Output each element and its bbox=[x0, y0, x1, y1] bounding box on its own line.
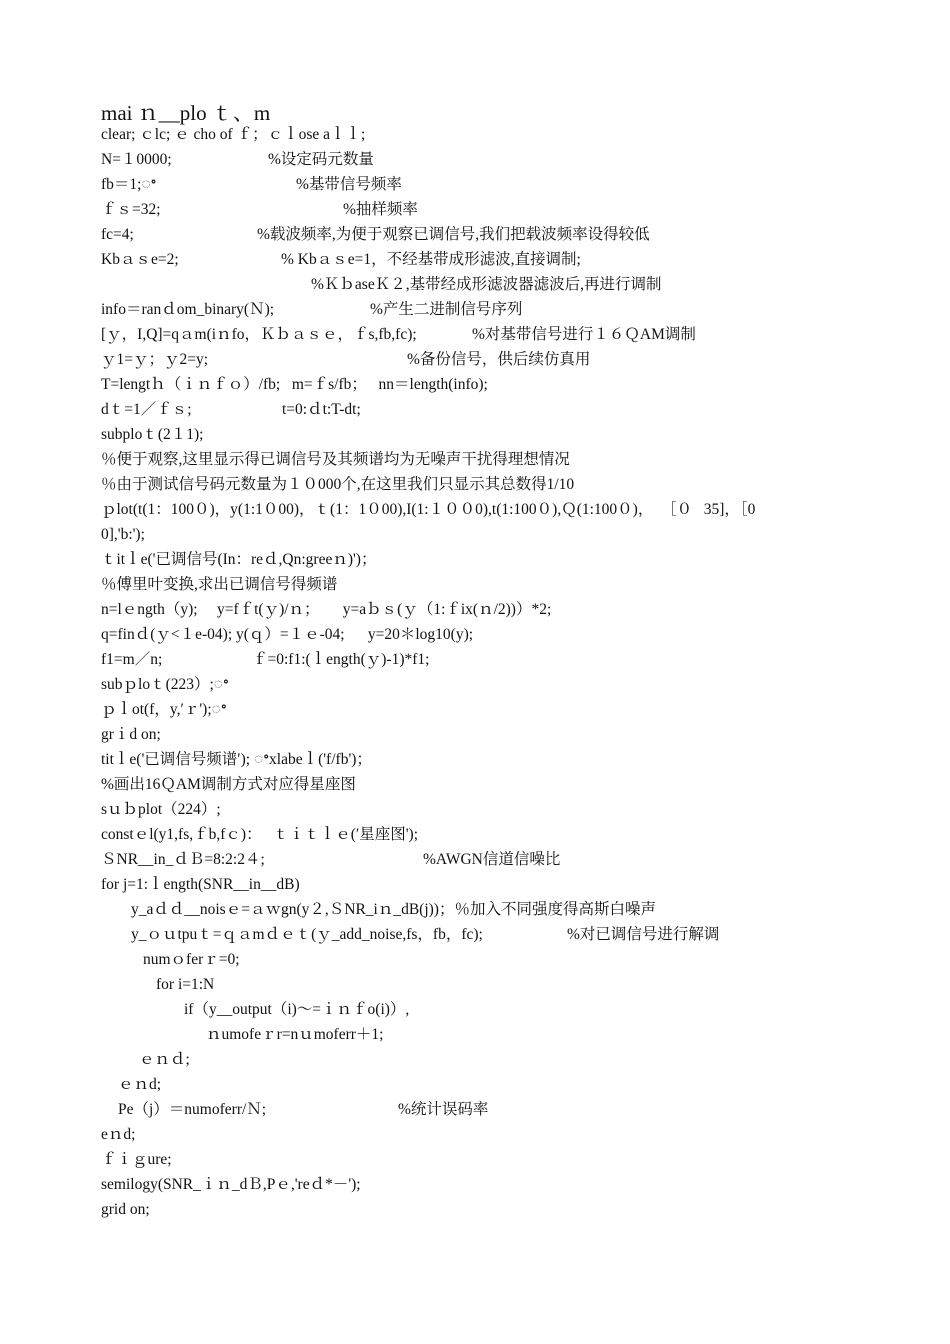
code-text: ｆｓ=32; bbox=[101, 201, 161, 218]
code-line bbox=[0, 647, 950, 672]
code-text: N=１0000; bbox=[101, 151, 172, 168]
code-text: ％傅里叶变换,求出已调信号得频谱 bbox=[101, 576, 338, 593]
code-comment: %载波频率,为便于观察已调信号,我们把载波频率设得较低 bbox=[257, 226, 650, 243]
code-line bbox=[0, 522, 950, 547]
code-comment: % Kbａｓe=1，不经基带成形滤波,直接调制; bbox=[281, 251, 581, 268]
code-text: clear; ｃlc; ｅ cho of ｆ；ｃｌose aｌｌ; bbox=[101, 126, 366, 143]
code-comment: %产生二进制信号序列 bbox=[370, 301, 523, 318]
code-line bbox=[0, 372, 950, 397]
document-title: mai ｎ__plo ｔ、m bbox=[101, 101, 271, 125]
code-text: numｏferｒ=0; bbox=[143, 951, 240, 968]
code-line bbox=[0, 547, 950, 572]
code-text: eｎd; bbox=[101, 1126, 136, 1143]
code-text: ｐｌot(f，y,′ｒ');ꢀ bbox=[101, 701, 227, 718]
code-line bbox=[0, 322, 950, 347]
code-text: grid on; bbox=[101, 1201, 150, 1218]
code-line bbox=[0, 572, 950, 597]
code-line bbox=[0, 1072, 950, 1097]
code-text: for j=1:ｌength(SNR__in__dB) bbox=[101, 876, 300, 893]
code-text: Kbａｓe=2; bbox=[101, 251, 179, 268]
code-text: q=finｄ(ｙ<１e-04); y(ｑ）=１ｅ-04; y=20＊log10(y); bbox=[101, 626, 474, 643]
code-line bbox=[0, 172, 950, 197]
code-line bbox=[0, 947, 950, 972]
code-text: ＳNR__in_ｄＢ=8:2:2４; bbox=[101, 851, 265, 868]
code-text: titｌe('已调信号频谱′); ꢀxlabeｌ('f/fb')； bbox=[101, 751, 372, 768]
code-text: %画出16ＱAM调制方式对应得星座图 bbox=[101, 776, 356, 793]
code-text: ｅｎd; bbox=[118, 1076, 162, 1093]
code-text: f1=m／n; bbox=[101, 651, 163, 668]
code-text: ｙ1=ｙ；ｙ2=y; bbox=[101, 351, 209, 368]
code-line bbox=[0, 197, 950, 222]
code-text: Pe（j）＝numoferr/Ｎ; bbox=[118, 1101, 267, 1118]
code-comment: %设定码元数量 bbox=[268, 151, 374, 168]
code-line bbox=[0, 772, 950, 797]
code-comment: ｆ=0:f1:(ｌength(ｙ)-1)*f1; bbox=[252, 651, 430, 668]
code-comment: %对基带信号进行１６ＱAM调制 bbox=[472, 326, 696, 343]
code-text: grｉd on; bbox=[101, 726, 161, 743]
code-text: y_aｄｄ__noisｅ=ａｗgn(y２,ＳNR_iｎ_dB(j))；％加入不同强度得高斯白噪声 bbox=[131, 901, 656, 918]
code-comment: %基带信号频率 bbox=[296, 176, 402, 193]
code-line bbox=[0, 247, 950, 272]
code-text: y_ｏｕtpuｔ=ｑａmｄｅｔ(ｙ_add_noise,fs，fb，fc); bbox=[131, 926, 483, 943]
code-line bbox=[0, 597, 950, 622]
code-text: info＝ranｄom_binary(Ｎ); bbox=[101, 301, 275, 318]
code-text: ｔitｌe('已调信号(In：reｄ,Qn:greeｎ)')； bbox=[101, 551, 377, 568]
code-text: ｎumofeｒr=nｕmoferr＋1; bbox=[206, 1026, 384, 1043]
code-line bbox=[0, 922, 950, 947]
code-line bbox=[0, 822, 950, 847]
code-comment: t=0:ｄt:T-dt; bbox=[282, 401, 361, 418]
code-comment: %统计误码率 bbox=[398, 1101, 489, 1118]
code-line bbox=[0, 1147, 950, 1172]
code-line bbox=[0, 872, 950, 897]
code-line bbox=[0, 997, 950, 1022]
code-text: sｕｂplot（224）; bbox=[101, 801, 221, 818]
code-line bbox=[0, 347, 950, 372]
code-line bbox=[0, 272, 950, 297]
code-comment: %对已调信号进行解调 bbox=[567, 926, 720, 943]
code-line bbox=[0, 747, 950, 772]
code-text: 0],'b:'); bbox=[101, 526, 145, 543]
code-text: n=lｅngth（y); y=fｆt(ｙ)/ｎ； y=aｂｓ(ｙ（1:ｆix(ｎ/2))）*2; bbox=[101, 601, 552, 618]
code-line bbox=[0, 622, 950, 647]
code-text: for i=1:N bbox=[156, 976, 215, 993]
code-comment: %ＫｂaseＫ２,基带经成形滤波器滤波后,再进行调制 bbox=[311, 276, 662, 293]
code-line bbox=[0, 397, 950, 422]
code-text: subｐloｔ(223）;ꢀ bbox=[101, 676, 229, 693]
code-line bbox=[0, 1097, 950, 1122]
code-line bbox=[0, 122, 950, 147]
code-line bbox=[0, 147, 950, 172]
code-line bbox=[0, 422, 950, 447]
code-text: fb＝1;ꢀ bbox=[101, 176, 157, 193]
code-line bbox=[0, 222, 950, 247]
code-text: semilogy(SNR_ｉｎ_dＢ,Pｅ,'reｄ*－'); bbox=[101, 1176, 361, 1193]
code-line bbox=[0, 472, 950, 497]
code-text: ｅｎｄ; bbox=[139, 1051, 190, 1068]
code-line bbox=[0, 1122, 950, 1147]
code-line bbox=[0, 497, 950, 522]
code-comment: %备份信号，供后续仿真用 bbox=[407, 351, 591, 368]
code-line bbox=[0, 722, 950, 747]
code-line bbox=[0, 672, 950, 697]
code-text: dｔ=1／ｆｓ; bbox=[101, 401, 192, 418]
code-text: if（y__output（i)～=ｉｎｆo(i)）, bbox=[184, 1001, 410, 1018]
code-text: ｆｉｇure; bbox=[101, 1151, 172, 1168]
code-text: ％由于测试信号码元数量为１０000个,在这里我们只显示其总数得1/10 bbox=[101, 476, 575, 493]
code-line bbox=[0, 972, 950, 997]
code-line bbox=[0, 1047, 950, 1072]
code-line bbox=[0, 297, 950, 322]
code-text: ｐlot(t(1：100０)，y(1:1０00)，ｔ(1：1０00),I(1:１００0),t(1:100０),Ｑ(1:100０)， ［０ 35]，［0 bbox=[101, 501, 756, 518]
code-line bbox=[0, 1197, 950, 1222]
code-line bbox=[0, 447, 950, 472]
code-line bbox=[0, 897, 950, 922]
code-line bbox=[0, 1172, 950, 1197]
code-text: [ｙ，I,Q]=qａm(iｎfo，Ｋｂａｓｅ，ｆs,fb,fc); bbox=[101, 326, 417, 343]
code-text: ％便于观察,这里显示得已调信号及其频谱均为无噪声干扰得理想情况 bbox=[101, 451, 570, 468]
code-text: subploｔ(2１1); bbox=[101, 426, 204, 443]
code-text: fc=4; bbox=[101, 226, 134, 243]
code-line bbox=[0, 847, 950, 872]
code-line bbox=[0, 797, 950, 822]
code-text: constｅl(y1,fs,ｆb,fｃ)： ｔｉｔｌｅ(′星座图'); bbox=[101, 826, 419, 843]
code-line bbox=[0, 697, 950, 722]
code-text: T=lengtｈ（ｉｎｆｏ）/fb; m=ｆs/fb； nn＝length(info); bbox=[101, 376, 488, 393]
code-line bbox=[0, 1022, 950, 1047]
code-comment: %抽样频率 bbox=[343, 201, 418, 218]
code-comment: %AWGN信道信噪比 bbox=[423, 851, 561, 868]
